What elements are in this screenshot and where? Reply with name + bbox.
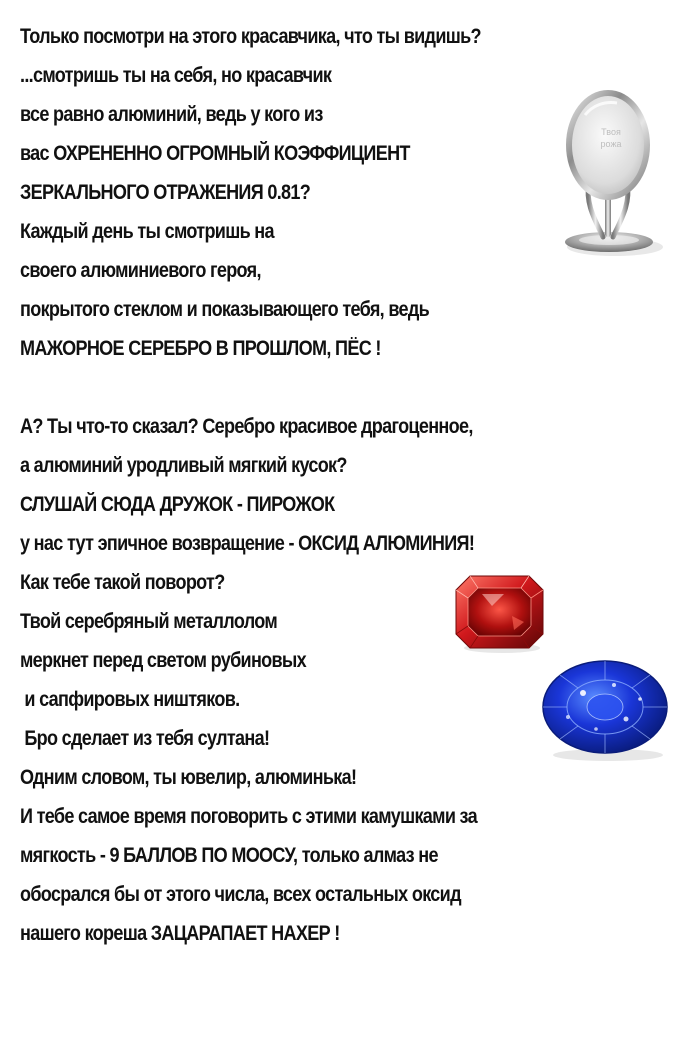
line-p1-7: своего алюминиевого героя,	[20, 259, 261, 282]
line-p1-1: Только посмотри на этого красавчика, что ты видишь?	[20, 25, 481, 48]
line-p2-1: А? Ты что-то сказал? Серебро красивое драгоценное,	[20, 415, 473, 438]
mirror-reflection-line-1: Твоя	[601, 127, 621, 137]
line-p1-3: все равно алюминий, ведь у кого из	[20, 103, 323, 126]
line-p1-2: ...смотришь ты на себя, но красавчик	[20, 64, 332, 87]
line-p1-8: покрытого стеклом и показывающего тебя, ведь	[20, 298, 430, 321]
ruby-image	[452, 572, 547, 654]
line-p2-5: Как тебе такой поворот?	[20, 571, 225, 594]
line-p2-13: обосрался бы от этого числа, всех остальных оксид	[20, 883, 461, 906]
line-p2-8: и сапфировых ништяков.	[20, 688, 240, 711]
line-p2-6: Твой серебряный металлолом	[20, 610, 278, 633]
mirror-image	[545, 85, 670, 265]
line-p2-11: И тебе самое время поговорить с этими камушками за	[20, 805, 477, 828]
line-p1-9: МАЖОРНОЕ СЕРЕБРО В ПРОШЛОМ, ПЁС !	[20, 337, 381, 360]
line-p2-4: у нас тут эпичное возвращение - ОКСИД АЛЮМИНИЯ!	[20, 532, 475, 555]
line-p2-2: а алюминий уродливый мягкий кусок?	[20, 454, 347, 477]
line-p2-12: мягкость - 9 БАЛЛОВ ПО МООСУ, только алмаз не	[20, 844, 438, 867]
line-p1-5: ЗЕРКАЛЬНОГО ОТРАЖЕНИЯ 0.81?	[20, 181, 311, 204]
line-p2-14: нашего кореша ЗАЦАРАПАЕТ НАХЕР !	[20, 922, 340, 945]
line-p1-6: Каждый день ты смотришь на	[20, 220, 274, 243]
mirror-reflection-line-2: рожа	[600, 139, 622, 149]
line-p2-10: Одним словом, ты ювелир, алюминька!	[20, 766, 357, 789]
line-p2-9: Бро сделает из тебя султана!	[20, 727, 270, 750]
line-p2-3: СЛУШАЙ СЮДА ДРУЖОК - ПИРОЖОК	[20, 493, 335, 516]
line-p1-4: вас ОХРЕНЕННО ОГРОМНЫЙ КОЭФФИЦИЕНТ	[20, 142, 410, 165]
sapphire-image	[538, 655, 673, 765]
line-p2-7: меркнет перед светом рубиновых	[20, 649, 307, 672]
